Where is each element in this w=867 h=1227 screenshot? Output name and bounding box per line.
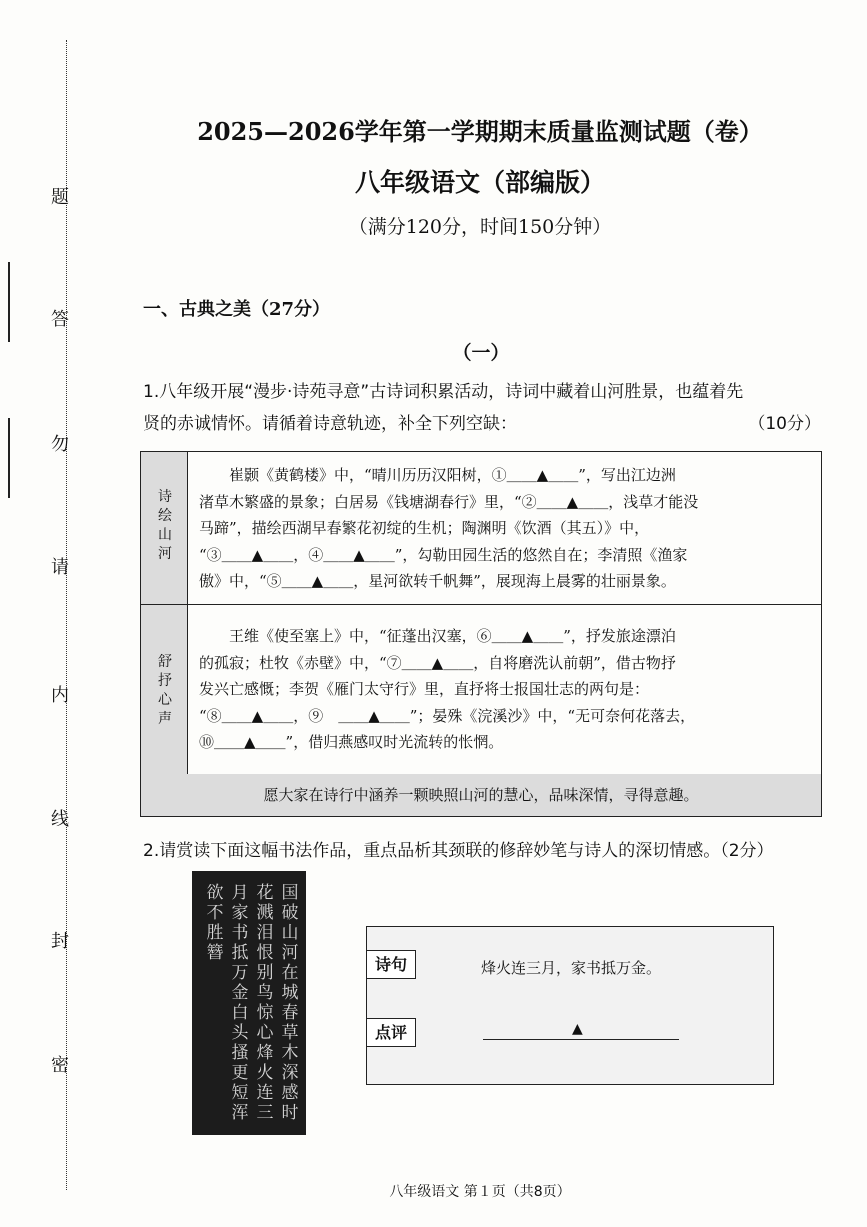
question-1-points: （10分） bbox=[748, 414, 821, 434]
label-char: 绘 bbox=[158, 508, 172, 524]
binding-char: 线 bbox=[51, 809, 69, 830]
exam-subtitle: 八年级语文（部编版） bbox=[354, 168, 605, 197]
fill-blank-line[interactable]: “③＿＿▲＿＿，④＿＿▲＿＿”，勾勒田园生活的悠然自在；李清照《渔家 bbox=[199, 545, 688, 564]
label-char: 心 bbox=[158, 692, 172, 708]
poetry-row-landscape bbox=[141, 452, 821, 605]
label-char: 山 bbox=[158, 527, 172, 543]
binding-char: 内 bbox=[51, 685, 69, 706]
exam-title: 2025—2026学年第一学期期末质量监测试题（卷） bbox=[197, 117, 763, 146]
margin-mark bbox=[8, 262, 34, 342]
binding-char: 题 bbox=[51, 187, 69, 208]
poetry-row-emotion bbox=[141, 605, 821, 775]
binding-char: 请 bbox=[51, 557, 69, 578]
question-1-line: 贤的赤诚情怀。请循着诗意轨迹，补全下列空缺： bbox=[143, 414, 517, 434]
poem-tag: 诗句 bbox=[366, 950, 416, 979]
margin-mark bbox=[8, 418, 34, 498]
label-char: 河 bbox=[158, 546, 172, 562]
poetry-table bbox=[140, 451, 822, 817]
fill-blank-line[interactable]: 的孤寂；杜牧《赤壁》中，“⑦＿＿▲＿＿，自将磨洗认前朝”，借古物抒 bbox=[199, 653, 676, 672]
comment-card bbox=[366, 926, 774, 1085]
row-text bbox=[199, 623, 807, 756]
calligraphy-image bbox=[192, 871, 306, 1135]
row-label bbox=[141, 452, 188, 604]
exam-info: （满分120分，时间150分钟） bbox=[348, 216, 612, 238]
fill-blank-line[interactable]: ⑩＿＿▲＿＿”，借归燕感叹时光流转的怅惘。 bbox=[199, 733, 504, 751]
calligraphy-column: 欲不胜簪 bbox=[206, 883, 224, 963]
answer-line[interactable] bbox=[483, 1039, 679, 1040]
fill-blank-line[interactable]: 渚草木繁盛的景象；白居易《钱塘湖春行》里，“②＿＿▲＿＿，浅草才能没 bbox=[199, 492, 699, 511]
binding-char: 答 bbox=[51, 309, 69, 330]
label-char: 抒 bbox=[158, 673, 172, 689]
question-1-line: 1.八年级开展“漫步·诗苑寻意”古诗词积累活动，诗词中藏着山河胜景，也蕴着先 bbox=[143, 382, 744, 402]
answer-marker-icon: ▲ bbox=[572, 1021, 583, 1037]
table-footer: 愿大家在诗行中涵养一颗映照山河的慧心，品味深情，寻得意趣。 bbox=[141, 774, 821, 816]
calligraphy-column: 花溅泪恨别鸟惊心烽火连三 bbox=[256, 883, 274, 1123]
page-number: 八年级语文 第１页（共8页） bbox=[389, 1184, 571, 1200]
label-char: 声 bbox=[158, 711, 172, 727]
calligraphy-column: 月家书抵万金白头搔更短浑 bbox=[231, 883, 249, 1123]
row-text bbox=[199, 462, 807, 595]
label-char: 诗 bbox=[158, 489, 172, 505]
fill-blank-line[interactable]: 王维《使至塞上》中，“征蓬出汉塞，⑥＿＿▲＿＿”，抒发旅途漂泊 bbox=[199, 627, 676, 645]
binding-char: 勿 bbox=[51, 434, 69, 455]
fill-blank-line[interactable]: “⑧＿＿▲＿＿，⑨ ＿＿▲＿＿”；晏殊《浣溪沙》中，“无可奈何花落去， bbox=[199, 706, 696, 725]
fill-blank-line[interactable]: 傲》中，“⑤＿＿▲＿＿，星河欲转千帆舞”，展现海上晨雾的壮丽景象。 bbox=[199, 572, 676, 590]
section-heading: 一、古典之美（27分） bbox=[143, 299, 331, 320]
question-2: 2.请赏读下面这幅书法作品，重点品析其颈联的修辞妙笔与诗人的深切情感。（2分） bbox=[143, 841, 774, 861]
fill-blank-line[interactable]: 崔颢《黄鹤楼》中，“晴川历历汉阳树，①＿＿▲＿＿”，写出江边洲 bbox=[199, 466, 676, 484]
fill-blank-line[interactable]: 发兴亡感慨；李贺《雁门太守行》里，直抒将士报国壮志的两句是： bbox=[199, 680, 650, 698]
binding-char: 密 bbox=[51, 1055, 69, 1076]
calligraphy-column: 国破山河在城春草木深感时 bbox=[281, 883, 299, 1123]
poem-line: 烽火连三月，家书抵万金。 bbox=[481, 959, 662, 977]
binding-char: 封 bbox=[51, 931, 69, 952]
row-label bbox=[141, 605, 188, 774]
comment-tag: 点评 bbox=[366, 1018, 416, 1047]
label-char: 舒 bbox=[158, 654, 172, 670]
part-heading: （一） bbox=[452, 342, 510, 364]
fill-blank-line[interactable]: 马蹄”，描绘西湖早春繁花初绽的生机；陶渊明《饮酒（其五）》中， bbox=[199, 519, 650, 537]
question-1 bbox=[143, 376, 833, 440]
